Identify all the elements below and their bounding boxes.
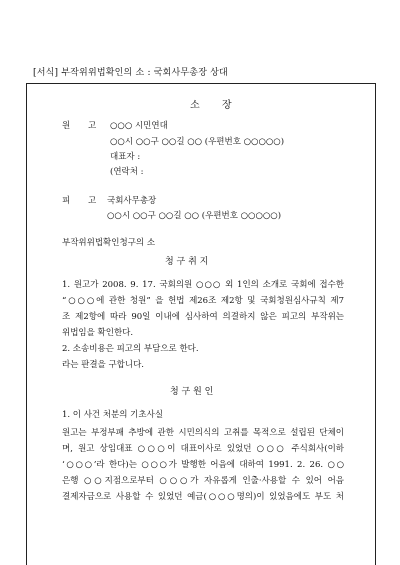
doc-title-part-2: 장: [222, 100, 232, 111]
claim-line: “○○○에 관한 청원” 을 헌법 제26조 제2항 및 국회청원심사규칙 제7: [62, 296, 344, 306]
claim-line: 위법임을 확인한다.: [62, 328, 134, 338]
plaintiff-label-2: 고: [88, 121, 97, 131]
claim-line: 1. 원고가 2008. 9. 17. 국회의원 ○○○ 외 1인의 소개로 국회에 접수한: [62, 280, 344, 290]
plaintiff-name: ○○○ 시민연대: [110, 121, 168, 131]
cause-line: 원고는 부정부패 추방에 관한 시민의식의 고취를 목적으로 설립된 단체이: [62, 428, 344, 438]
defendant-name: 국회사무총장: [107, 196, 157, 206]
caption: [서식] 부작위위법확인의 소 : 국회사무총장 상대: [33, 68, 228, 78]
defendant-label-1: 피: [62, 196, 71, 206]
claim-body: [62, 277, 344, 373]
claim-line: 2. 소송비용은 피고의 부담으로 한다.: [62, 344, 199, 354]
cause-line: 결제자금으로 사용할 수 있었던 예금(○○○명의)이 있었음에도 부도 처: [62, 492, 344, 502]
plaintiff-label-1: 원: [62, 121, 71, 131]
plaintiff-address: ○○시 ○○구 ○○길 ○○ (우편번호 ○○○○○): [110, 137, 285, 147]
cause-line: ‘○○○’라 한다)는 ○○○가 발행한 어음에 대하여 1991. 2. 26. ○○: [62, 460, 344, 470]
cause-line: 며, 원고 상임대표 ○○○이 대표이사로 있었던 ○○○ 주식회사(이하: [62, 444, 344, 454]
claim-heading: 청 구 취 지: [165, 257, 209, 267]
cause-line: 은행 ○○지점으로부터 ○○○가 자유롭게 인출·사용할 수 있어 어음: [62, 476, 344, 486]
defendant-label-2: 고: [88, 196, 97, 206]
cause-heading: 청 구 원 인: [170, 387, 214, 397]
claim-line: 조 제2항에 따라 90일 이내에 심사하여 의결하지 않은 피고의 부작위는: [62, 312, 344, 322]
plaintiff-contact: (연락처 :: [110, 167, 144, 177]
claim-line: 라는 판결을 구합니다.: [62, 360, 145, 370]
cause-section-title: 1. 이 사건 처분의 기초사실: [62, 410, 164, 420]
plaintiff-representative: 대표자 :: [110, 152, 141, 162]
defendant-address: ○○시 ○○구 ○○길 ○○ (우편번호 ○○○○○): [107, 211, 282, 221]
cause-body: [62, 425, 344, 505]
doc-title-part-1: 소: [190, 100, 200, 111]
case-name: 부작위위법확인청구의 소: [62, 238, 156, 248]
